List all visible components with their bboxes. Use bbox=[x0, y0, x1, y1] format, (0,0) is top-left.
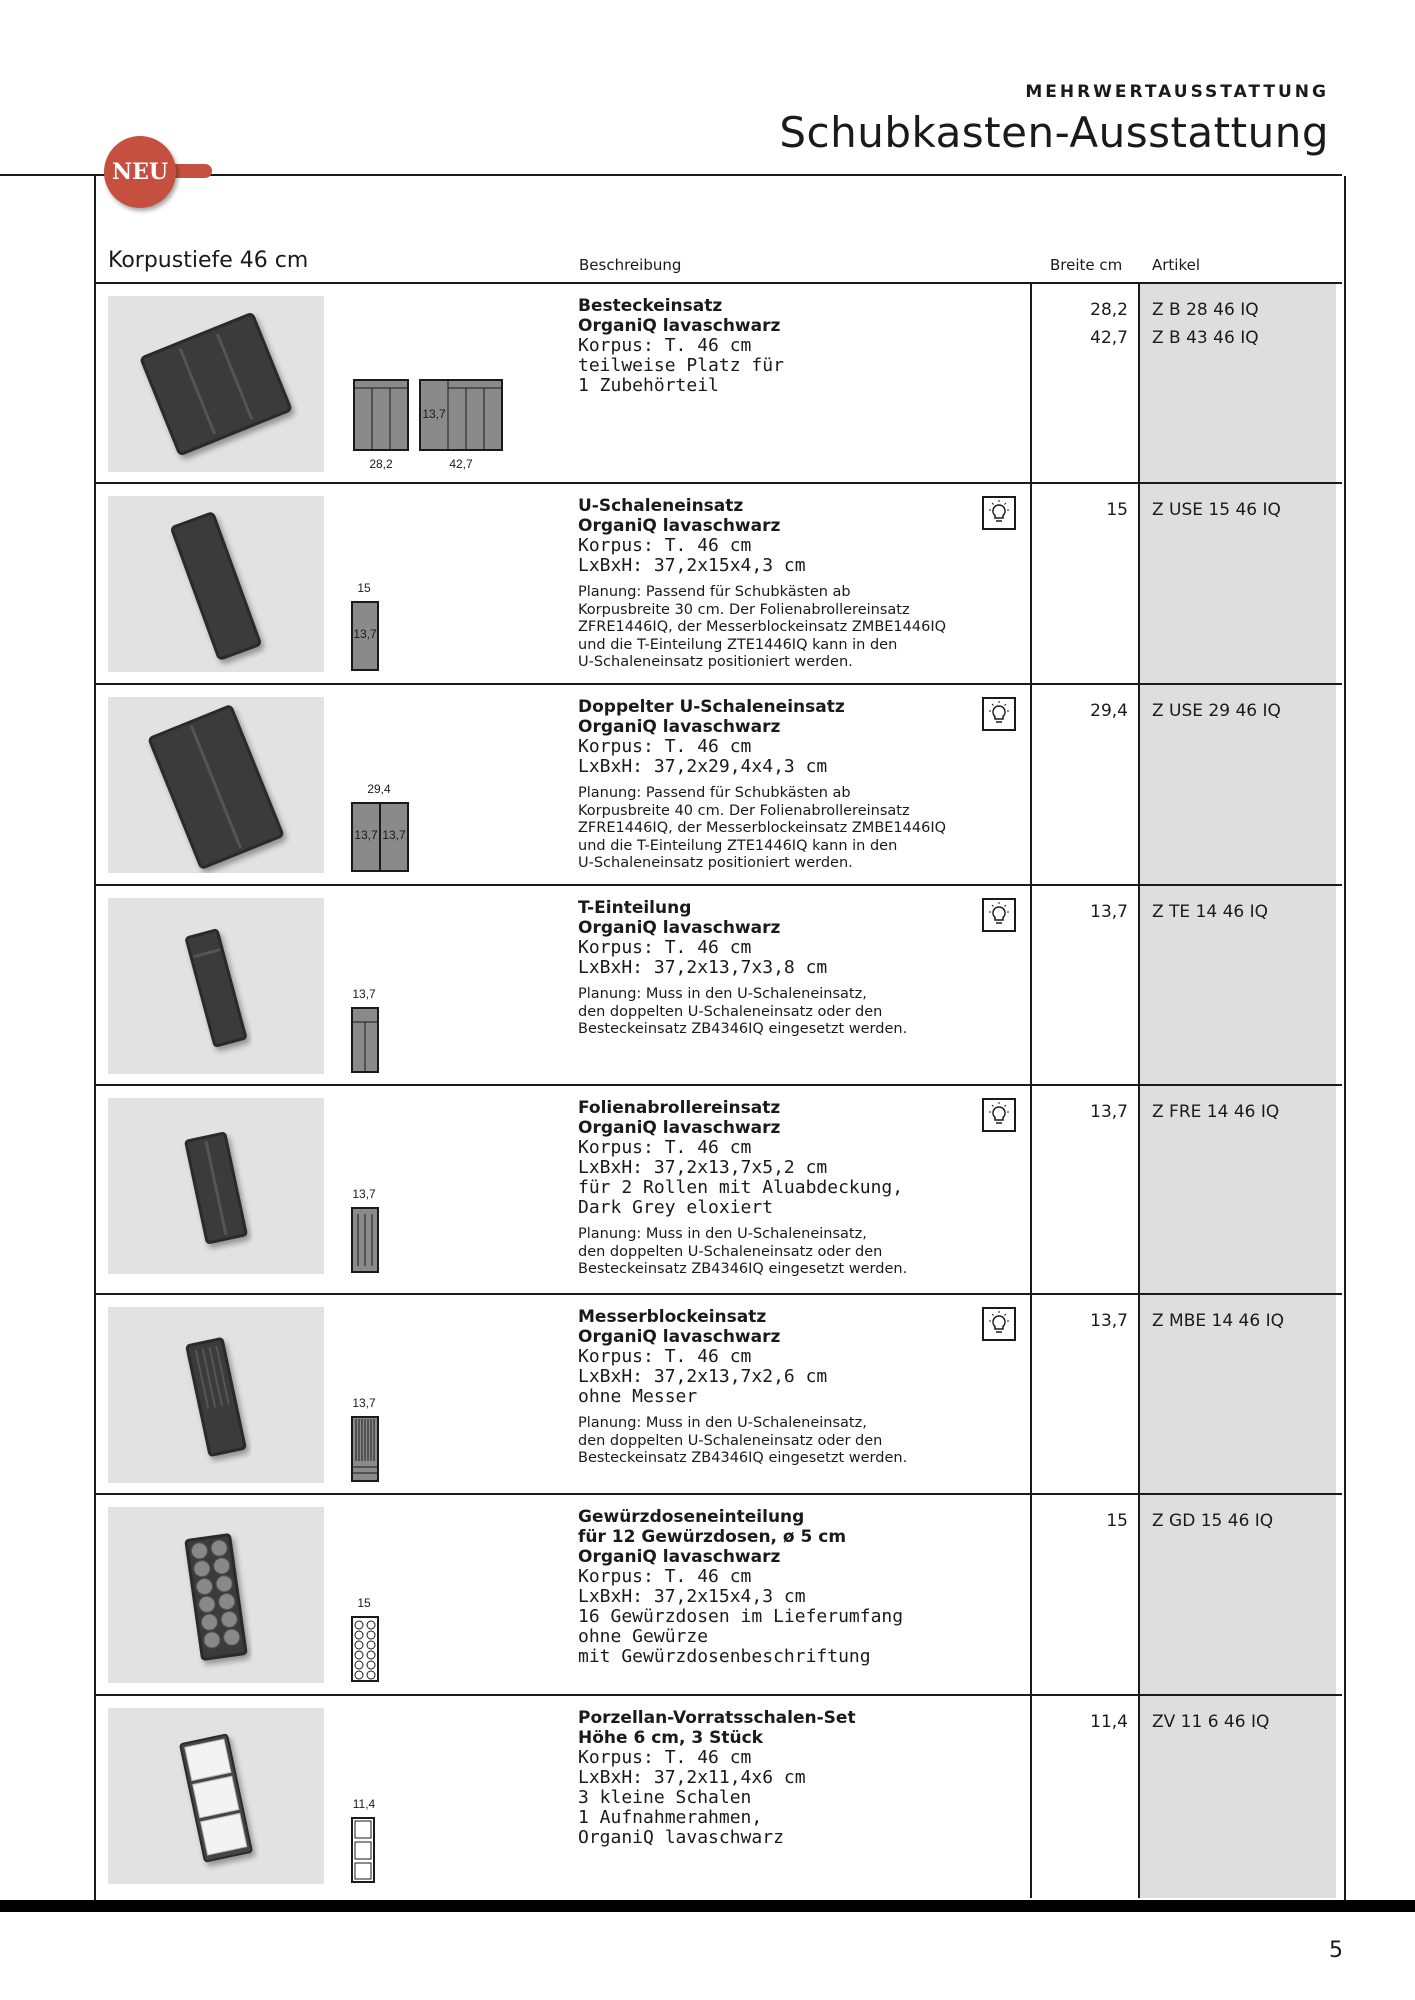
product-description bbox=[578, 1098, 1048, 1279]
planning-line: Planung: Passend für Schubkästen ab bbox=[578, 584, 851, 600]
width-cell bbox=[1090, 296, 1128, 352]
planning-line: den doppelten U-Schaleneinsatz oder den bbox=[578, 1003, 883, 1020]
product-row bbox=[96, 484, 1342, 685]
width-value: 28,2 bbox=[1090, 300, 1128, 320]
product-detail: 1 Aufnahmerahmen, bbox=[578, 1807, 763, 1828]
footer-bar bbox=[0, 1900, 1415, 1912]
new-badge bbox=[104, 136, 214, 212]
product-photo bbox=[108, 697, 324, 873]
product-description bbox=[578, 1307, 1048, 1468]
product-title: OrganiQ lavaschwarz bbox=[578, 1118, 781, 1138]
planning-lightbulb-icon bbox=[982, 1307, 1016, 1341]
planning-line: den doppelten U-Schaleneinsatz oder den bbox=[578, 1243, 883, 1260]
planning-note bbox=[578, 1226, 1048, 1279]
page-title: Schubkasten-Ausstattung bbox=[779, 108, 1329, 157]
width-value: 13,7 bbox=[1090, 902, 1128, 922]
product-detail: Korpus: T. 46 cm bbox=[578, 1747, 752, 1768]
product-title: OrganiQ lavaschwarz bbox=[578, 316, 781, 336]
column-divider bbox=[1138, 1295, 1140, 1493]
product-diagram bbox=[336, 886, 536, 1086]
width-cell bbox=[1090, 1098, 1128, 1126]
product-title: OrganiQ lavaschwarz bbox=[578, 918, 781, 938]
product-title: Messerblockeinsatz bbox=[578, 1307, 767, 1327]
product-detail: Korpus: T. 46 cm bbox=[578, 1346, 752, 1367]
product-detail: ohne Messer bbox=[578, 1386, 698, 1407]
product-detail: 3 kleine Schalen bbox=[578, 1787, 752, 1808]
article-number: Z GD 15 46 IQ bbox=[1152, 1511, 1274, 1531]
dimension-label: 13,7 bbox=[354, 828, 378, 842]
product-photo-illustration bbox=[108, 496, 324, 672]
planning-note bbox=[578, 1415, 1048, 1468]
planning-line: Planung: Muss in den U-Schaleneinsatz, bbox=[578, 986, 867, 1002]
product-detail: 1 Zubehörteil bbox=[578, 375, 719, 396]
width-cell bbox=[1106, 1507, 1128, 1535]
planning-icon bbox=[982, 1098, 1016, 1132]
width-value: 11,4 bbox=[1090, 1712, 1128, 1732]
dimension-label: 15 bbox=[357, 581, 371, 595]
article-cell bbox=[1152, 1098, 1279, 1126]
planning-line: Korpusbreite 30 cm. Der Folienabrollereinsatz bbox=[578, 601, 910, 618]
product-title: Doppelter U-Schaleneinsatz bbox=[578, 697, 845, 717]
section-kicker: MEHRWERTAUSSTATTUNG bbox=[1025, 82, 1329, 102]
planning-line: und die T-Einteilung ZTE1446IQ kann in den bbox=[578, 636, 898, 653]
dimension-label: 13,7 bbox=[352, 1396, 376, 1410]
dimension-diagram bbox=[336, 1295, 536, 1495]
width-cell bbox=[1106, 496, 1128, 524]
column-divider bbox=[1138, 1086, 1140, 1293]
article-cell bbox=[1152, 1507, 1273, 1535]
product-photo-illustration bbox=[108, 1507, 324, 1683]
product-title: OrganiQ lavaschwarz bbox=[578, 516, 781, 536]
article-number: Z TE 14 46 IQ bbox=[1152, 902, 1269, 922]
product-detail: LxBxH: 37,2x15x4,3 cm bbox=[578, 555, 806, 576]
column-divider bbox=[1138, 1696, 1140, 1898]
planning-line: ZFRE1446IQ, der Messerblockeinsatz ZMBE1446IQ bbox=[578, 820, 947, 836]
planning-line: Planung: Muss in den U-Schaleneinsatz, bbox=[578, 1415, 867, 1431]
planning-lightbulb-icon bbox=[982, 898, 1016, 932]
product-title: OrganiQ lavaschwarz bbox=[578, 1327, 781, 1347]
product-detail: LxBxH: 37,2x29,4x4,3 cm bbox=[578, 756, 828, 777]
planning-line: Besteckeinsatz ZB4346IQ eingesetzt werden. bbox=[578, 1021, 908, 1037]
product-photo bbox=[108, 496, 324, 672]
product-detail: teilweise Platz für bbox=[578, 355, 784, 376]
product-detail: LxBxH: 37,2x13,7x5,2 cm bbox=[578, 1157, 828, 1178]
product-detail: für 2 Rollen mit Aluabdeckung, bbox=[578, 1177, 904, 1198]
product-detail: 16 Gewürzdosen im Lieferumfang bbox=[578, 1606, 904, 1627]
product-photo-illustration bbox=[108, 898, 324, 1074]
product-description bbox=[578, 898, 1048, 1039]
dimension-diagram bbox=[336, 1696, 536, 1896]
product-diagram bbox=[336, 1495, 536, 1695]
width-cell bbox=[1090, 697, 1128, 725]
product-detail: Korpus: T. 46 cm bbox=[578, 1566, 752, 1587]
dimension-diagram bbox=[336, 284, 536, 484]
dimension-label: 29,4 bbox=[367, 782, 391, 796]
product-diagram bbox=[336, 1295, 536, 1495]
dimension-diagram bbox=[336, 1495, 536, 1695]
planning-icon bbox=[982, 697, 1016, 731]
planning-line: Planung: Passend für Schubkästen ab bbox=[578, 785, 851, 801]
planning-line: Besteckeinsatz ZB4346IQ eingesetzt werden. bbox=[578, 1261, 908, 1277]
product-detail: LxBxH: 37,2x11,4x6 cm bbox=[578, 1767, 806, 1788]
column-header-description: Beschreibung bbox=[579, 256, 682, 274]
dimension-diagram bbox=[336, 1086, 536, 1286]
column-header-article: Artikel bbox=[1152, 256, 1201, 274]
product-row bbox=[96, 1295, 1342, 1495]
article-cell bbox=[1152, 1307, 1284, 1335]
product-diagram bbox=[336, 284, 536, 484]
product-photo bbox=[108, 1098, 324, 1274]
planning-line: U-Schaleneinsatz positioniert werden. bbox=[578, 855, 853, 871]
product-photo bbox=[108, 296, 324, 472]
product-title: T-Einteilung bbox=[578, 898, 692, 918]
section-heading: Korpustiefe 46 cm bbox=[108, 248, 309, 273]
product-photo-illustration bbox=[108, 1708, 324, 1884]
width-value: 13,7 bbox=[1090, 1102, 1128, 1122]
product-diagram bbox=[336, 1086, 536, 1286]
planning-note bbox=[578, 986, 1048, 1039]
product-photo bbox=[108, 1507, 324, 1683]
product-detail: Korpus: T. 46 cm bbox=[578, 335, 752, 356]
product-title: für 12 Gewürzdosen, ø 5 cm bbox=[578, 1527, 847, 1547]
product-row bbox=[96, 284, 1342, 484]
product-description bbox=[578, 496, 1048, 672]
article-cell bbox=[1152, 496, 1281, 524]
column-divider bbox=[1138, 484, 1140, 683]
planning-lightbulb-icon bbox=[982, 1098, 1016, 1132]
product-description bbox=[578, 697, 1048, 873]
planning-line: den doppelten U-Schaleneinsatz oder den bbox=[578, 1432, 883, 1449]
planning-line: und die T-Einteilung ZTE1446IQ kann in den bbox=[578, 837, 898, 854]
dimension-label: 13,7 bbox=[352, 1187, 376, 1201]
product-photo bbox=[108, 1708, 324, 1884]
product-detail: mit Gewürzdosenbeschriftung bbox=[578, 1646, 871, 1667]
product-detail: Korpus: T. 46 cm bbox=[578, 736, 752, 757]
product-title: Höhe 6 cm, 3 Stück bbox=[578, 1728, 763, 1748]
planning-line: ZFRE1446IQ, der Messerblockeinsatz ZMBE1446IQ bbox=[578, 619, 947, 635]
planning-line: U-Schaleneinsatz positioniert werden. bbox=[578, 654, 853, 670]
dimension-label: 13,7 bbox=[422, 407, 446, 421]
product-title: OrganiQ lavaschwarz bbox=[578, 717, 781, 737]
product-title: Besteckeinsatz bbox=[578, 296, 723, 316]
article-number: Z B 43 46 IQ bbox=[1152, 328, 1259, 348]
dimension-label: 42,7 bbox=[449, 457, 473, 471]
article-number: Z MBE 14 46 IQ bbox=[1152, 1311, 1284, 1331]
product-row bbox=[96, 1696, 1342, 1898]
width-value: 42,7 bbox=[1090, 328, 1128, 348]
width-value: 15 bbox=[1106, 500, 1128, 520]
product-row bbox=[96, 886, 1342, 1086]
product-detail: LxBxH: 37,2x13,7x2,6 cm bbox=[578, 1366, 828, 1387]
dimension-label: 13,7 bbox=[352, 987, 376, 1001]
dimension-label: 11,4 bbox=[352, 1797, 376, 1811]
product-photo bbox=[108, 898, 324, 1074]
product-detail: Korpus: T. 46 cm bbox=[578, 1137, 752, 1158]
product-row bbox=[96, 1495, 1342, 1696]
new-badge-label: NEU bbox=[104, 136, 176, 208]
dimension-label: 13,7 bbox=[353, 627, 377, 641]
planning-lightbulb-icon bbox=[982, 697, 1016, 731]
product-row bbox=[96, 685, 1342, 886]
product-detail: ohne Gewürze bbox=[578, 1626, 709, 1647]
width-cell bbox=[1090, 898, 1128, 926]
dimension-label: 13,7 bbox=[382, 828, 406, 842]
product-detail: LxBxH: 37,2x15x4,3 cm bbox=[578, 1586, 806, 1607]
dimension-diagram bbox=[336, 484, 536, 684]
article-cell bbox=[1152, 898, 1268, 926]
product-description bbox=[578, 296, 1048, 396]
dimension-label: 15 bbox=[357, 1596, 371, 1610]
product-title: U-Schaleneinsatz bbox=[578, 496, 744, 516]
article-number: Z FRE 14 46 IQ bbox=[1152, 1102, 1280, 1122]
product-detail: Korpus: T. 46 cm bbox=[578, 937, 752, 958]
product-title: OrganiQ lavaschwarz bbox=[578, 1547, 781, 1567]
product-diagram bbox=[336, 685, 536, 885]
product-detail: Dark Grey eloxiert bbox=[578, 1197, 774, 1218]
column-divider bbox=[1138, 886, 1140, 1084]
width-value: 15 bbox=[1106, 1511, 1128, 1531]
article-number: ZV 11 6 46 IQ bbox=[1152, 1712, 1270, 1732]
column-header-width: Breite cm bbox=[1050, 256, 1123, 274]
product-title: Gewürzdoseneinteilung bbox=[578, 1507, 805, 1527]
width-value: 13,7 bbox=[1090, 1311, 1128, 1331]
product-photo-illustration bbox=[108, 1098, 324, 1274]
article-number: Z USE 29 46 IQ bbox=[1152, 701, 1281, 721]
article-number: Z B 28 46 IQ bbox=[1152, 300, 1259, 320]
product-diagram bbox=[336, 484, 536, 684]
article-cell bbox=[1152, 1708, 1269, 1736]
product-photo-illustration bbox=[108, 296, 324, 472]
page-number: 5 bbox=[1329, 1938, 1343, 1963]
planning-line: Besteckeinsatz ZB4346IQ eingesetzt werden. bbox=[578, 1450, 908, 1466]
product-photo-illustration bbox=[108, 1307, 324, 1483]
width-value: 29,4 bbox=[1090, 701, 1128, 721]
dimension-diagram bbox=[336, 685, 536, 885]
product-title: Folienabrollereinsatz bbox=[578, 1098, 781, 1118]
planning-note bbox=[578, 785, 1048, 873]
planning-icon bbox=[982, 898, 1016, 932]
product-row bbox=[96, 1086, 1342, 1295]
dimension-diagram bbox=[336, 886, 536, 1086]
product-diagram bbox=[336, 1696, 536, 1896]
planning-icon bbox=[982, 1307, 1016, 1341]
planning-lightbulb-icon bbox=[982, 496, 1016, 530]
product-detail: OrganiQ lavaschwarz bbox=[578, 1827, 784, 1848]
planning-icon bbox=[982, 496, 1016, 530]
width-cell bbox=[1090, 1307, 1128, 1335]
product-photo-illustration bbox=[108, 697, 324, 873]
product-detail: LxBxH: 37,2x13,7x3,8 cm bbox=[578, 957, 828, 978]
article-cell bbox=[1152, 697, 1281, 725]
column-divider bbox=[1138, 284, 1140, 482]
column-divider bbox=[1138, 685, 1140, 884]
column-divider bbox=[1138, 1495, 1140, 1694]
dimension-label: 28,2 bbox=[369, 457, 393, 471]
product-description bbox=[578, 1507, 1048, 1667]
product-photo bbox=[108, 1307, 324, 1483]
planning-note bbox=[578, 584, 1048, 672]
planning-line: Korpusbreite 40 cm. Der Folienabrollereinsatz bbox=[578, 802, 910, 819]
product-title: Porzellan-Vorratsschalen-Set bbox=[578, 1708, 856, 1728]
article-number: Z USE 15 46 IQ bbox=[1152, 500, 1281, 520]
planning-line: Planung: Muss in den U-Schaleneinsatz, bbox=[578, 1226, 867, 1242]
article-cell bbox=[1152, 296, 1259, 352]
product-description bbox=[578, 1708, 1048, 1848]
width-cell bbox=[1090, 1708, 1128, 1736]
product-detail: Korpus: T. 46 cm bbox=[578, 535, 752, 556]
